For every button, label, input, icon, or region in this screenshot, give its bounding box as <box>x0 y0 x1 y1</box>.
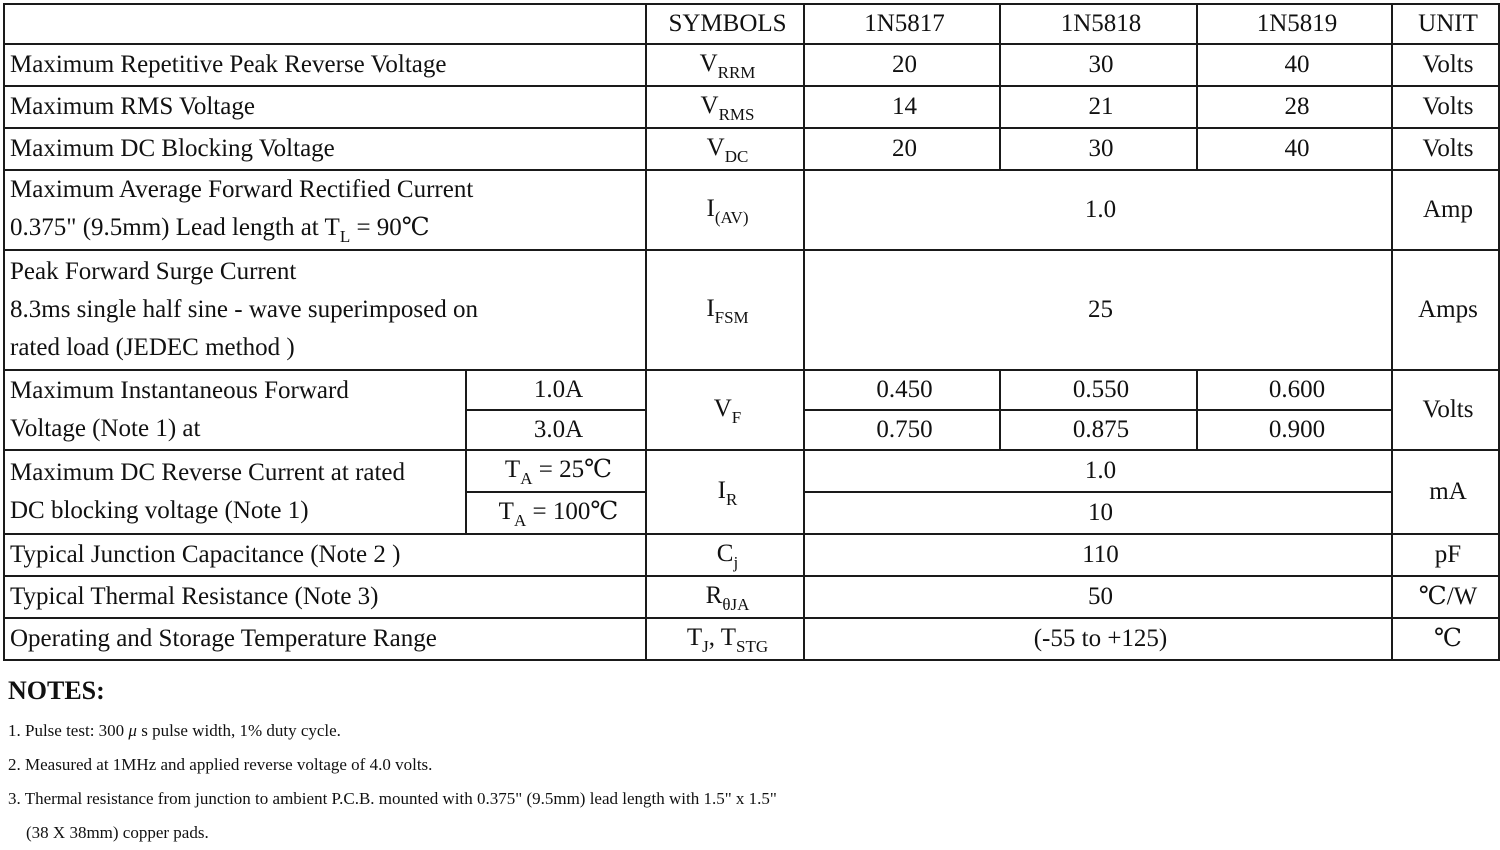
note-3-continuation: (38 X 38mm) copper pads. <box>26 823 209 842</box>
param-label-line: Peak Forward Surge Current <box>10 258 297 285</box>
value-all: 1.0 <box>804 170 1392 250</box>
param-label: Maximum DC Blocking Voltage <box>4 128 646 170</box>
param-symbol: $V_{DC}$ <box>646 128 804 170</box>
unit-cell: Volts <box>1392 44 1499 86</box>
param-label-line: 0.375" (9.5mm) Lead length at $T_L$ = 90℃ <box>10 214 430 246</box>
notes-section <box>8 676 777 850</box>
value-1n5819: 0.600 <box>1197 370 1392 410</box>
value-all: 1.0 <box>804 450 1392 492</box>
row-iav <box>4 170 1499 250</box>
row-ir-a <box>4 450 1499 492</box>
value-1n5817: 20 <box>804 128 1000 170</box>
param-label-line: Maximum DC Reverse Current at rated <box>10 459 406 486</box>
param-label: Maximum Repetitive Peak Reverse Voltage <box>4 44 646 86</box>
row-vdc <box>4 128 1499 170</box>
param-label: Typical Junction Capacitance (Note 2 ) <box>4 534 646 576</box>
value-all: 10 <box>804 492 1392 534</box>
note-3: 3. Thermal resistance from junction to ambient P.C.B. mounted with 0.375" (9.5mm) lead length with 1.5" x 1.5" <box>8 789 777 808</box>
condition-cell: $T_A$ = 100℃ <box>466 492 646 534</box>
row-temp <box>4 618 1499 660</box>
note-2: 2. Measured at 1MHz and applied reverse voltage of 4.0 volts. <box>8 755 433 774</box>
param-label-line: 8.3ms single half sine - wave superimposed on <box>10 296 478 323</box>
row-cj <box>4 534 1499 576</box>
unit-cell: ℃ <box>1392 618 1499 660</box>
param-label: Operating and Storage Temperature Range <box>4 618 646 660</box>
notes-title: NOTES: <box>8 676 105 705</box>
value-1n5817: 0.450 <box>804 370 1000 410</box>
value-1n5818: 30 <box>1000 128 1197 170</box>
value-1n5817: 14 <box>804 86 1000 128</box>
value-1n5818: 21 <box>1000 86 1197 128</box>
param-symbol: $V_{RMS}$ <box>646 86 804 128</box>
param-label-line: Maximum Instantaneous Forward <box>10 377 349 404</box>
row-vf-a <box>4 370 1499 410</box>
value-1n5819: 40 <box>1197 44 1392 86</box>
unit-cell: Amp <box>1392 170 1499 250</box>
header-blank-cell <box>4 4 646 44</box>
unit-cell: Volts <box>1392 128 1499 170</box>
param-symbol: $I_R$ <box>646 450 804 534</box>
unit-cell: Volts <box>1392 86 1499 128</box>
param-label <box>4 370 466 450</box>
row-rth <box>4 576 1499 618</box>
unit-cell: mA <box>1392 450 1499 534</box>
param-label-line: Voltage (Note 1) at <box>10 415 201 442</box>
param-symbol: $V_F$ <box>646 370 804 450</box>
value-1n5819: 0.900 <box>1197 410 1392 450</box>
row-ifsm <box>4 250 1499 370</box>
unit-cell: Volts <box>1392 370 1499 450</box>
value-1n5819: 28 <box>1197 86 1392 128</box>
param-label-line: DC blocking voltage (Note 1) <box>10 497 309 524</box>
param-symbol: $I_{FSM}$ <box>646 250 804 370</box>
value-1n5818: 0.550 <box>1000 370 1197 410</box>
param-symbol: $V_{RRM}$ <box>646 44 804 86</box>
param-label-line: rated load (JEDEC method ) <box>10 334 295 361</box>
param-label: Maximum RMS Voltage <box>4 86 646 128</box>
param-symbol: $C_j$ <box>646 534 804 576</box>
param-label <box>4 450 466 534</box>
value-1n5818: 30 <box>1000 44 1197 86</box>
condition-cell: $T_A$ = 25℃ <box>466 450 646 492</box>
header-1n5819: 1N5819 <box>1197 4 1392 44</box>
specifications-table <box>3 3 1500 661</box>
param-label: Typical Thermal Resistance (Note 3) <box>4 576 646 618</box>
value-all: 25 <box>804 250 1392 370</box>
param-symbol: $I_{(AV)}$ <box>646 170 804 250</box>
value-1n5817: 20 <box>804 44 1000 86</box>
condition-cell: 1.0A <box>466 370 646 410</box>
unit-cell: pF <box>1392 534 1499 576</box>
condition-cell: 3.0A <box>466 410 646 450</box>
note-1: 1. Pulse test: 300 μ s pulse width, 1% duty cycle. <box>8 721 341 740</box>
param-label-line: Maximum Average Forward Rectified Current <box>10 176 474 203</box>
value-1n5818: 0.875 <box>1000 410 1197 450</box>
value-all: 110 <box>804 534 1392 576</box>
row-vrrm <box>4 44 1499 86</box>
header-unit: UNIT <box>1392 4 1499 44</box>
header-1n5818: 1N5818 <box>1000 4 1197 44</box>
param-symbol: $R_{\theta JA}$ <box>646 576 804 618</box>
unit-cell: Amps <box>1392 250 1499 370</box>
value-all: (-55 to +125) <box>804 618 1392 660</box>
value-all: 50 <box>804 576 1392 618</box>
value-1n5817: 0.750 <box>804 410 1000 450</box>
header-symbols: SYMBOLS <box>646 4 804 44</box>
row-vrms <box>4 86 1499 128</box>
unit-cell: ℃/W <box>1392 576 1499 618</box>
value-1n5819: 40 <box>1197 128 1392 170</box>
header-1n5817: 1N5817 <box>804 4 1000 44</box>
param-symbol: $T_J$, $T_{STG}$ <box>646 618 804 660</box>
param-label <box>4 170 646 250</box>
header-row <box>4 4 1499 44</box>
param-label <box>4 250 646 370</box>
